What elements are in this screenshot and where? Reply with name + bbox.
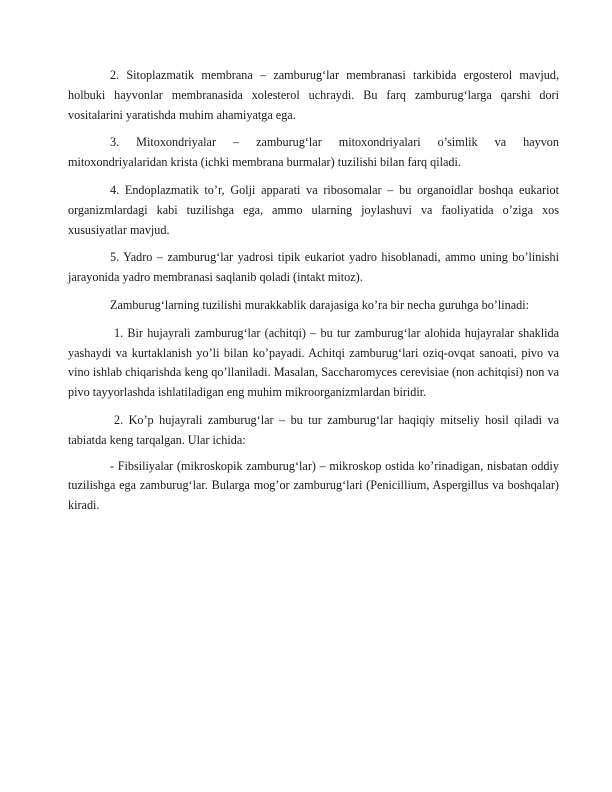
paragraph-nucleus: 5. Yadro – zamburug‘lar yadrosi tipik eukariot yadro hisoblanadi, ammo uning bo’linishi jarayonida yadro membranasi saqlanib qoladi (intakt mitoz). [68,250,559,285]
paragraph-fibsiliyalar: - Fibsiliyalar (mikroskopik zamburug‘lar) – mikroskop ostida ko’rinadigan, nisbatan oddiy tuzilishga ega zamburug‘lar. Bularga mog’or zamburug‘lari (Penicillium, Aspergillus va boshqalar) kiradi. [68,458,559,513]
paragraph-endoplasmic-reticulum: 4. Endoplazmatik to’r, Golji apparati va ribosomalar – bu organoidlar boshqa eukariot organizmlardagi kabi tuzilishga ega, ammo ularning joylashuvi va faoliyatida o’ziga xos xususiyatlar mavjud. [68,182,559,237]
paragraph-cytoplasmic-membrane: 2. Sitoplazmatik membrana – zamburug‘lar membranasi tarkibida ergosterol mavjud, holbuki hayvonlar membranasida xolesterol uchraydi. Bu farq zamburug‘larga qarshi dori vositalarini yaratishda muhim ahamiyatga ega. [68,68,559,122]
paragraph-mitochondria: 3. Mitoxondriyalar – zamburug‘lar mitoxondriyalari o’simlik va hayvon mitoxondriyalaridan krista (ichki membrana burmalar) tuzilishi bilan farq qiladi. [68,135,559,170]
paragraph-unicellular-fungi: 1. Bir hujayrali zamburug‘lar (achitqi) – bu tur zamburug‘lar alohida hujayralar shaklida yashaydi va kurtaklanish yo’li bilan ko’payadi. Achitqi zamburug‘lari oziq-ovqat sanoati, pivo va vino ishlab chiqarishda keng qo’llaniladi. Masalan, Saccharomyces cerevisiae (non achitqisi) non va pivo tayyorlashda ishlatiladigan eng muhim mikroorganizmlardan biridir. [68,325,559,400]
paragraph-multicellular-fungi: 2. Ko’p hujayrali zamburug‘lar – bu tur zamburug‘lar haqiqiy mitseliy hosil qiladi va tabiatda keng tarqalgan. Ular ichida: [68,412,559,447]
paragraph-classification-intro: Zamburug‘larning tuzilishi murakkablik darajasiga ko’ra bir necha guruhga bo’linadi: [110,297,529,312]
document-page [68,66,559,524]
